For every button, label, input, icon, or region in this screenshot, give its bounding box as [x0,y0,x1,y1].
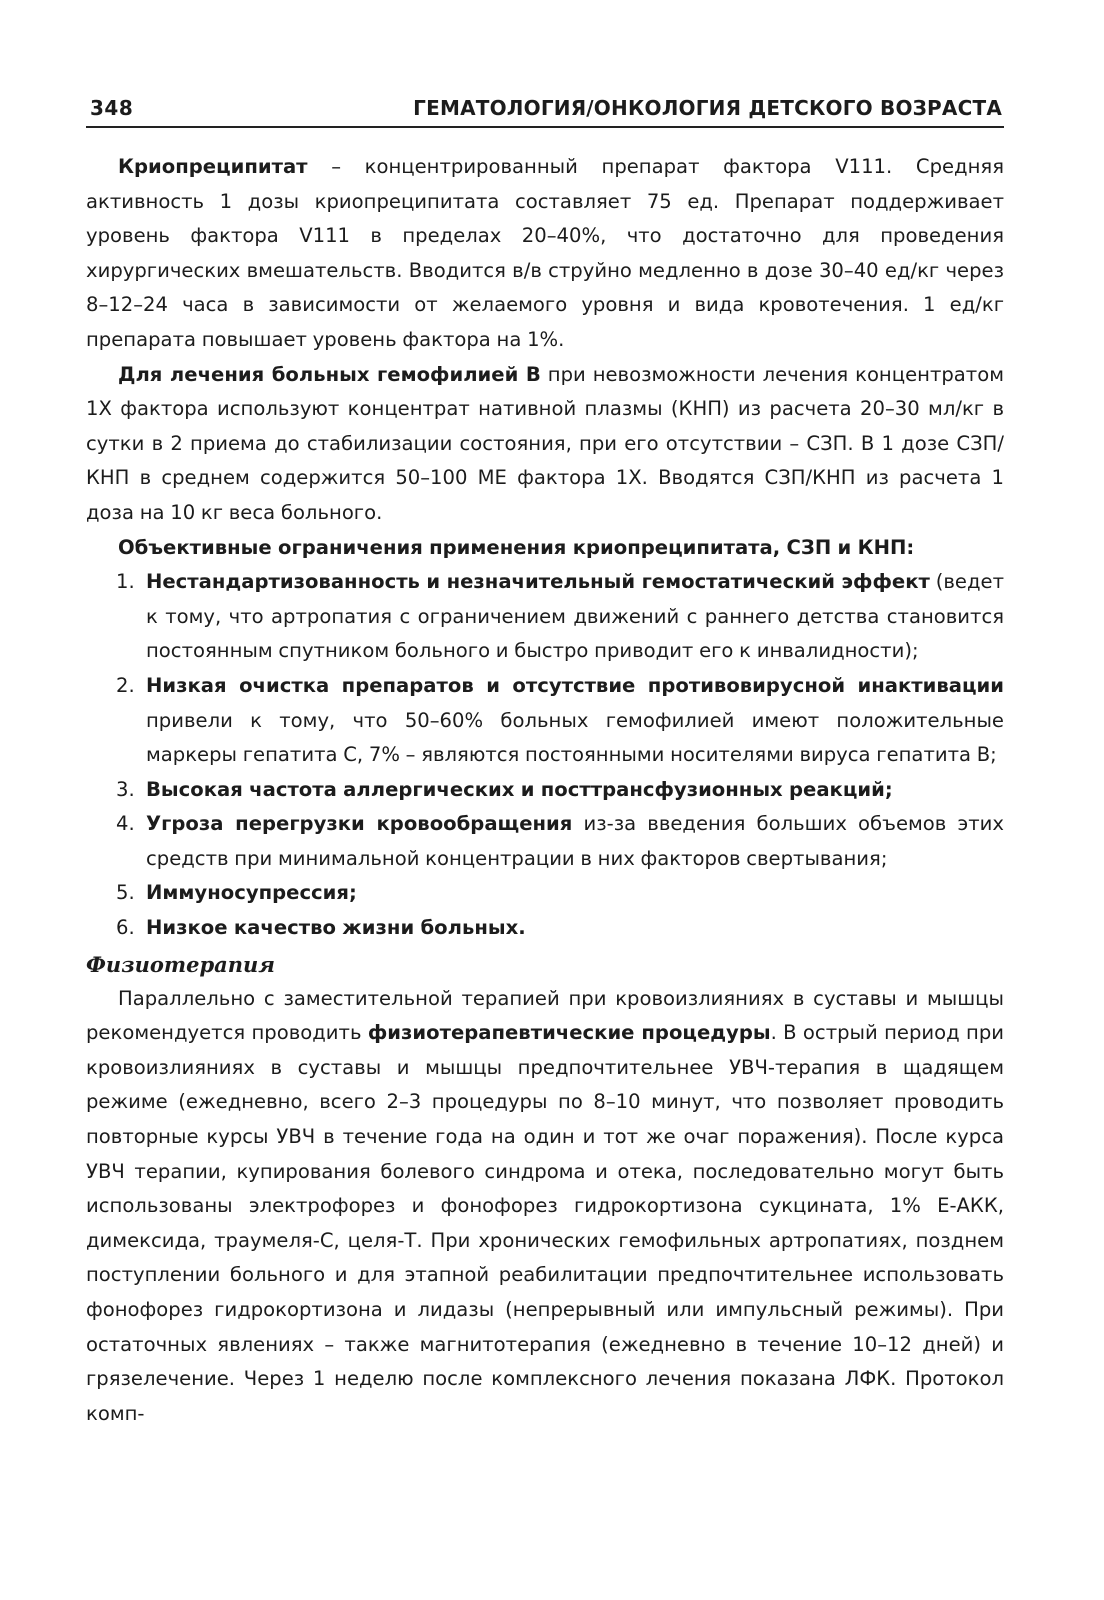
page-body [86,150,1004,1431]
list-item-number: 4. [116,812,135,836]
limitations-heading: Объективные ограничения применения криопреципитата, СЗП и КНП: [118,535,915,559]
physiotherapy-heading: Физиотерапия [86,951,275,977]
list-item-text: (ведет к тому, что артропатия с ограничением движений с раннего детства становится постоянным спутником больного и быстро приводит его к инвалидности); [146,570,1005,663]
list-item-bold: Иммуносупрессия; [146,881,357,905]
list-item-bold: Низкая очистка препаратов и отсутствие противовирусной инактивации [146,673,1004,697]
physiotherapy-text-after: . В острый период при кровоизлияниях в суставы и мышцы предпочтительнее УВЧ-терапия в щадящем режиме (ежедневно, всего 2–3 процедуры по 8–10 минут, что позволяет проводить повторные курсы УВЧ в течение года на один и тот же очаг поражения). После курса УВЧ терапии, купирования болевого синдрома и отека, последовательно могут быть использованы электрофорез и фонофорез гидрокортизона сукцината, 1% Е-АКК, димексида, траумеля-С, целя-Т. При хронических гемофильных артропатиях, позднем поступлении больного и для этапной реабилитации предпочтительнее использовать фонофорез гидрокортизона и лидазы (непрерывный или импульсный режимы). При остаточных явлениях – также магнитотерапия (ежедневно в течение 10–12 дней) и грязелечение. Через 1 неделю после комплексного лечения показана ЛФК. Протокол комп- [86,1021,1004,1425]
list-item-number: 6. [116,916,135,940]
physiotherapy-text-before: Параллельно с заместительной терапией при кровоизлияниях в суставы и мышцы рекомендуется проводить [86,986,1004,1045]
running-title: ГЕМАТОЛОГИЯ/ОНКОЛОГИЯ ДЕТСКОГО ВОЗРАСТА [413,96,1002,120]
list-item-bold: Угроза перегрузки кровообращения [146,812,573,836]
list-item [116,565,1004,669]
list-item-bold: Высокая частота аллергических и посттрансфузионных реакций; [146,777,893,801]
running-header [86,96,1004,128]
list-item [116,876,1004,911]
list-item [116,807,1004,876]
list-item-bold: Низкое качество жизни больных. [146,916,526,940]
list-item-number: 1. [116,570,135,594]
list-item [116,911,1004,946]
list-item [116,773,1004,808]
physiotherapy-bold: физиотерапевтические процедуры [367,1021,771,1045]
limitations-list [86,565,1004,946]
list-item-number: 2. [116,673,135,697]
hemophilia-b-term: Для лечения больных гемофилией В [118,362,541,386]
physiotherapy-paragraph [86,982,1004,1432]
list-item-number: 5. [116,881,135,905]
hemophilia-b-paragraph [86,358,1004,531]
list-item-bold: Нестандартизованность и незначительный гемостатический эффект [146,570,930,594]
cryoprecipitate-term: Криопреципитат [118,155,308,178]
list-item [116,669,1004,773]
list-item-text: привели к тому, что 50–60% больных гемофилией имеют положительные маркеры гепатита С, 7% – являются постоянными носителями вируса гепатита В; [146,708,1004,767]
hemophilia-b-text: при невозможности лечения концентратом 1Х фактора используют концентрат нативной плазмы (КНП) из расчета 20–30 мл/кг в сутки в 2 приема до стабилизации состояния, при его отсутствии – СЗП. В 1 дозе СЗП/КНП в среднем содержится 50–100 МЕ фактора 1Х. Вводятся СЗП/КНП из расчета 1 доза на 10 кг веса больного. [86,362,1004,524]
page-number: 348 [90,96,134,120]
cryoprecipitate-text: – концентрированный препарат фактора V111. Средняя активность 1 дозы криопреципитата составляет 75 ед. Препарат поддерживает уровень фактора V111 в пределах 20–40%, что достаточно для проведения хирургических вмешательств. Вводится в/в струйно медленно в дозе 30–40 ед/кг через 8–12–24 часа в зависимости от желаемого уровня и вида кровотечения. 1 ед/кг препарата повышает уровень фактора на 1%. [86,155,1004,351]
list-item-text: из-за введения больших объемов этих средств при минимальной концентрации в них факторов свертывания; [146,812,1004,870]
cryoprecipitate-paragraph [86,150,1004,358]
list-item-number: 3. [116,777,135,801]
